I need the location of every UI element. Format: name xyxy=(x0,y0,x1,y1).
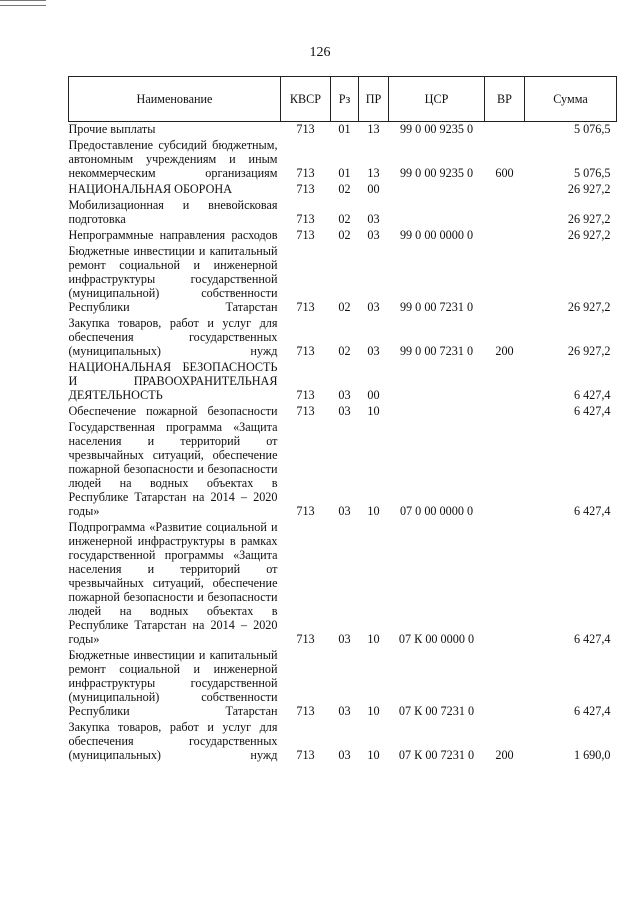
cell-csr: 99 0 00 7231 0 xyxy=(399,344,474,358)
cell-sum: 26 927,2 xyxy=(567,212,611,226)
cell-rz: 02 xyxy=(338,300,351,314)
cell-vr: 600 xyxy=(495,166,514,180)
cell-kvsr: 713 xyxy=(296,404,315,418)
cell-sum: 6 427,4 xyxy=(573,704,611,718)
cell-sum: 26 927,2 xyxy=(567,182,611,196)
table-row xyxy=(69,196,617,226)
cell-sum: 6 427,4 xyxy=(573,404,611,418)
cell-kvsr: 713 xyxy=(296,748,315,762)
cell-kvsr: 713 xyxy=(296,388,315,402)
budget-table xyxy=(68,76,617,762)
cell-name: Закупка товаров, работ и услуг для обеспечения государственных (муниципальных) нужд xyxy=(68,316,278,358)
cell-kvsr: 713 xyxy=(296,632,315,646)
table-row xyxy=(69,402,617,418)
cell-name: Обеспечение пожарной безопасности xyxy=(68,404,278,418)
cell-csr xyxy=(389,196,485,226)
header-vr: ВР xyxy=(485,77,525,122)
cell-rz: 02 xyxy=(338,344,351,358)
cell-csr: 07 К 00 7231 0 xyxy=(398,748,475,762)
table-row xyxy=(69,180,617,196)
cell-pr: 10 xyxy=(367,404,380,418)
cell-csr: 99 0 00 9235 0 xyxy=(399,122,474,136)
cell-kvsr: 713 xyxy=(296,504,315,518)
cell-vr xyxy=(485,226,525,242)
cell-name: Мобилизационная и вневойсковая подготовка xyxy=(68,198,278,226)
cell-kvsr: 713 xyxy=(296,166,315,180)
cell-csr xyxy=(389,402,485,418)
cell-sum: 5 076,5 xyxy=(573,166,611,180)
cell-pr: 13 xyxy=(367,166,380,180)
cell-name: НАЦИОНАЛЬНАЯ БЕЗОПАСНОСТЬ И ПРАВООХРАНИТЕЛЬНАЯ ДЕЯТЕЛЬНОСТЬ xyxy=(68,360,278,402)
cell-pr: 10 xyxy=(367,504,380,518)
cell-csr: 99 0 00 9235 0 xyxy=(399,166,474,180)
cell-vr: 200 xyxy=(495,344,514,358)
table-row xyxy=(69,136,617,180)
cell-name: Предоставление субсидий бюджетным, автономным учреждениям и иным некоммерческим организациям xyxy=(68,138,278,180)
cell-sum: 26 927,2 xyxy=(567,228,611,242)
cell-csr xyxy=(389,358,485,402)
table-row xyxy=(69,242,617,314)
cell-kvsr: 713 xyxy=(296,212,315,226)
cell-name: Государственная программа «Защита населения и территорий от чрезвычайных ситуаций, обеспечение пожарной безопасности и безопасности людей на водных объектах в Республике Татарстан на 2014 – 2020 годы» xyxy=(68,420,278,518)
scan-corner-mark xyxy=(0,0,46,6)
header-kvsr: КВСР xyxy=(281,77,331,122)
cell-kvsr: 713 xyxy=(296,122,315,136)
cell-pr: 10 xyxy=(367,632,380,646)
cell-name: Непрограммные направления расходов xyxy=(68,228,278,242)
cell-rz: 03 xyxy=(338,504,351,518)
cell-rz: 02 xyxy=(338,228,351,242)
cell-name: Бюджетные инвестиции и капитальный ремонт социальной и инженерной инфраструктуры государственной (муниципальной) собственности Республики Татарстан xyxy=(68,648,278,718)
cell-rz: 03 xyxy=(338,748,351,762)
cell-sum: 1 690,0 xyxy=(573,748,611,762)
cell-pr: 03 xyxy=(367,228,380,242)
cell-rz: 01 xyxy=(338,122,351,136)
cell-vr: 200 xyxy=(495,748,514,762)
cell-vr xyxy=(485,518,525,646)
header-csr: ЦСР xyxy=(389,77,485,122)
cell-sum: 5 076,5 xyxy=(573,122,611,136)
cell-pr: 10 xyxy=(367,748,380,762)
cell-csr: 99 0 00 0000 0 xyxy=(399,228,474,242)
cell-name: Прочие выплаты xyxy=(68,122,156,136)
cell-rz: 02 xyxy=(338,212,351,226)
cell-csr xyxy=(389,180,485,196)
cell-pr: 00 xyxy=(367,182,380,196)
cell-vr xyxy=(485,180,525,196)
cell-sum: 6 427,4 xyxy=(573,504,611,518)
cell-rz: 03 xyxy=(338,404,351,418)
cell-csr: 99 0 00 7231 0 xyxy=(399,300,474,314)
header-name: Наименование xyxy=(69,77,281,122)
table-row xyxy=(69,122,617,137)
cell-pr: 10 xyxy=(367,704,380,718)
table-row xyxy=(69,418,617,518)
cell-name: НАЦИОНАЛЬНАЯ ОБОРОНА xyxy=(68,182,233,196)
cell-name: Закупка товаров, работ и услуг для обеспечения государственных (муниципальных) нужд xyxy=(68,720,278,762)
header-pr: ПР xyxy=(359,77,389,122)
cell-vr xyxy=(485,358,525,402)
table-row xyxy=(69,646,617,718)
cell-rz: 02 xyxy=(338,182,351,196)
cell-csr: 07 0 00 0000 0 xyxy=(399,504,474,518)
cell-pr: 03 xyxy=(367,212,380,226)
cell-rz: 01 xyxy=(338,166,351,180)
cell-vr xyxy=(485,196,525,226)
cell-sum: 26 927,2 xyxy=(567,344,611,358)
cell-rz: 03 xyxy=(338,388,351,402)
cell-vr xyxy=(485,402,525,418)
cell-name: Бюджетные инвестиции и капитальный ремонт социальной и инженерной инфраструктуры государственной (муниципальной) собственности Республики Татарстан xyxy=(68,244,278,314)
page-number: 126 xyxy=(309,45,331,60)
cell-rz: 03 xyxy=(338,704,351,718)
table-row xyxy=(69,358,617,402)
cell-pr: 13 xyxy=(367,122,380,136)
cell-pr: 03 xyxy=(367,300,380,314)
cell-sum: 26 927,2 xyxy=(567,300,611,314)
table-header-row xyxy=(69,77,617,122)
cell-vr xyxy=(485,122,525,137)
cell-kvsr: 713 xyxy=(296,228,315,242)
header-sum: Сумма xyxy=(525,77,617,122)
cell-vr xyxy=(485,646,525,718)
cell-kvsr: 713 xyxy=(296,300,315,314)
cell-sum: 6 427,4 xyxy=(573,632,611,646)
cell-kvsr: 713 xyxy=(296,704,315,718)
cell-rz: 03 xyxy=(338,632,351,646)
table-row xyxy=(69,518,617,646)
cell-sum: 6 427,4 xyxy=(573,388,611,402)
header-rz: Рз xyxy=(331,77,359,122)
cell-pr: 00 xyxy=(367,388,380,402)
cell-csr: 07 К 00 0000 0 xyxy=(398,632,475,646)
cell-kvsr: 713 xyxy=(296,344,315,358)
cell-vr xyxy=(485,418,525,518)
cell-kvsr: 713 xyxy=(296,182,315,196)
table-row xyxy=(69,226,617,242)
table-row xyxy=(69,314,617,358)
cell-csr: 07 К 00 7231 0 xyxy=(398,704,475,718)
cell-name: Подпрограмма «Развитие социальной и инженерной инфраструктуры в рамках государственной программы «Защита населения и территорий от чрезвычайных ситуаций, обеспечение пожарной безопасности и безопасности людей на водных объектах в Республике Татарстан на 2014 – 2020 годы» xyxy=(68,520,278,646)
cell-vr xyxy=(485,242,525,314)
table-row xyxy=(69,718,617,762)
cell-pr: 03 xyxy=(367,344,380,358)
